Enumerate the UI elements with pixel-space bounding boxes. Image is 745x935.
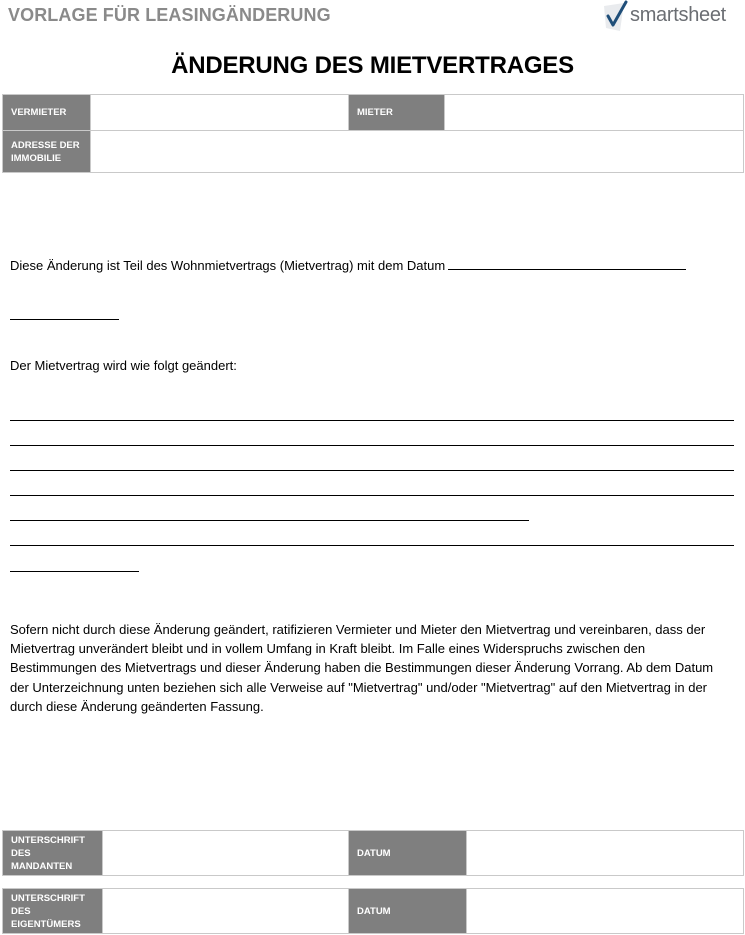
amendment-line[interactable] — [10, 520, 529, 521]
tenant-signature-field[interactable] — [103, 831, 349, 876]
date-field[interactable] — [467, 831, 744, 876]
tenant-field[interactable] — [445, 95, 744, 131]
parties-table — [2, 94, 744, 173]
address-field[interactable] — [91, 131, 744, 173]
signature-table-2 — [2, 888, 744, 934]
logo-text: smartsheet — [630, 4, 726, 26]
tenant-label: MIETER — [349, 95, 445, 131]
tenant-signature-label: UNTERSCHRIFT DES MANDANTEN — [3, 831, 103, 876]
amendment-line[interactable] — [10, 495, 734, 496]
date-label: DATUM — [349, 831, 467, 876]
template-label: VORLAGE FÜR LEASINGÄNDERUNG — [8, 5, 331, 25]
date-continuation-line[interactable] — [10, 319, 119, 320]
date-label: DATUM — [349, 889, 467, 934]
intro-text: Diese Änderung ist Teil des Wohnmietvertrags (Mietvertrag) mit dem Datum — [10, 258, 446, 273]
amendment-line[interactable] — [10, 571, 139, 572]
date-blank-line[interactable] — [448, 257, 686, 270]
intro-line — [10, 256, 735, 275]
signature-row — [3, 889, 744, 934]
amended-text: Der Mietvertrag wird wie folgt geändert: — [10, 358, 237, 373]
amendment-line[interactable] — [10, 420, 734, 421]
signature-row — [3, 831, 744, 876]
landlord-label: VERMIETER — [3, 95, 91, 131]
checkmark-logo-icon — [602, 0, 632, 34]
signature-table-1 — [2, 830, 744, 876]
date-field[interactable] — [467, 889, 744, 934]
amendment-line[interactable] — [10, 445, 734, 446]
page-title: ÄNDERUNG DES MIETVERTRAGES — [171, 52, 574, 79]
owner-signature-field[interactable] — [103, 889, 349, 934]
owner-signature-label: UNTERSCHRIFT DES EIGENTÜMERS — [3, 889, 103, 934]
address-row — [3, 131, 744, 173]
parties-row — [3, 95, 744, 131]
landlord-field[interactable] — [91, 95, 349, 131]
closing-paragraph: Sofern nicht durch diese Änderung geändert, ratifizieren Vermieter und Mieter den Mietvertrag und vereinbaren, dass der Mietvertrag unverändert bleibt und in vollem Umfang in Kraft bleibt. Im Falle eines Widerspruchs zwischen den Bestimmungen des Mietvertrags und dieser Änderung haben die Bestimmungen dieser Änderung Vorrang. Ab dem Datum der Unterzeichnung unten beziehen sich alle Verweise auf "Mietvertrag" und/oder "Mietvertrag" auf den Mietvertrag in der durch diese Änderung geänderten Fassung. — [10, 622, 714, 714]
address-label: ADRESSE DER IMMOBILIE — [3, 131, 91, 173]
smartsheet-logo — [602, 0, 742, 34]
amendment-line[interactable] — [10, 545, 734, 546]
amendment-line[interactable] — [10, 470, 734, 471]
